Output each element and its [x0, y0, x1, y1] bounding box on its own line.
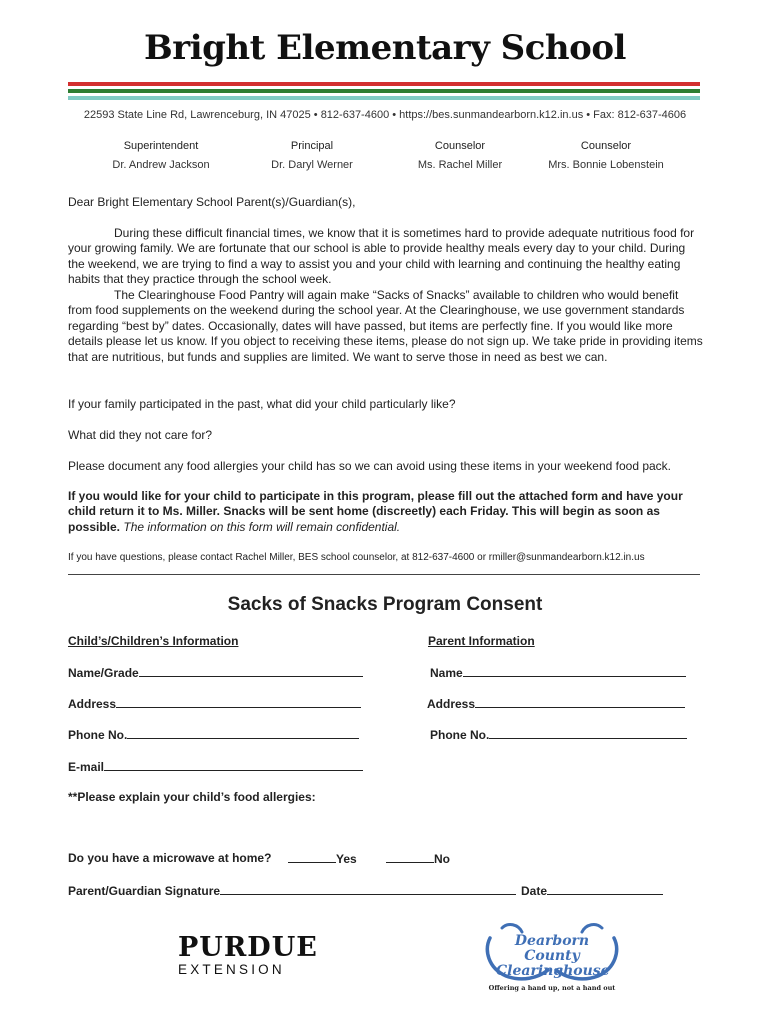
- clearinghouse-line-1: Dearborn County: [514, 933, 590, 964]
- allergies-explain-label: **Please explain your child’s food allergies:: [68, 790, 316, 804]
- allergies-note: Please document any food allergies your child has so we can avoid using these items in your weekend food pack.: [68, 459, 672, 473]
- field-label: Date: [521, 884, 548, 898]
- field-label: Phone No.: [430, 728, 490, 742]
- blank-line[interactable]: [386, 851, 434, 863]
- staff-superintendent: [86, 140, 236, 171]
- school-title: Bright Elementary School: [144, 28, 626, 68]
- signature-field[interactable]: [68, 883, 516, 898]
- parent-phone-field[interactable]: [430, 727, 687, 742]
- staff-name: Ms. Rachel Miller: [417, 159, 503, 171]
- instructions-bold: If you would like for your child to participate in this program, please fill out the attached form and have your child return it to Ms. Miller. Snacks will be sent home (discreetly) each Friday. This will begin as soon as possible.: [68, 489, 683, 534]
- letter-greeting: Dear Bright Elementary School Parent(s)/Guardian(s),: [68, 195, 356, 209]
- field-label: Name: [430, 666, 463, 680]
- date-field[interactable]: [521, 883, 663, 898]
- staff-counselor-lobenstein: [531, 140, 681, 171]
- blank-line[interactable]: [220, 883, 516, 895]
- microwave-yes-option[interactable]: [288, 851, 357, 866]
- blank-line[interactable]: [116, 696, 361, 708]
- child-name-grade-field[interactable]: [68, 665, 363, 680]
- microwave-no-option[interactable]: [386, 851, 450, 866]
- no-label: No: [434, 852, 450, 866]
- school-address-line: 22593 State Line Rd, Lawrenceburg, IN 47025 • 812-637-4600 • https://bes.sunmandearborn.k12.in.us • Fax: 812-637-4606: [83, 109, 687, 121]
- email-field[interactable]: [68, 759, 363, 774]
- blank-line[interactable]: [489, 727, 687, 739]
- blank-line[interactable]: [288, 851, 336, 863]
- blank-line[interactable]: [475, 696, 685, 708]
- staff-name: Mrs. Bonnie Lobenstein: [548, 159, 664, 171]
- question-past-likes: If your family participated in the past, what did your child particularly like?: [68, 397, 456, 411]
- staff-role: Superintendent: [123, 140, 199, 152]
- child-address-field[interactable]: [68, 696, 361, 711]
- microwave-question: [68, 851, 271, 865]
- staff-role: Principal: [290, 140, 334, 152]
- contact-line: If you have questions, please contact Rachel Miller, BES school counselor, at 812-637-4600 or rmiller@sunmandearborn.k12.in.us: [68, 552, 645, 563]
- header-stripe-teal: [68, 96, 700, 100]
- question-dislikes: What did they not care for?: [68, 428, 213, 442]
- parent-name-field[interactable]: [430, 665, 686, 680]
- clearinghouse-wordmark: [496, 934, 608, 979]
- microwave-label: Do you have a microwave at home?: [68, 851, 272, 865]
- field-label: E-mail: [68, 760, 105, 774]
- yes-label: Yes: [336, 852, 357, 866]
- purdue-extension-logo: [178, 934, 318, 977]
- cut-line-divider: [68, 574, 700, 575]
- purdue-wordmark: PURDUE: [178, 932, 318, 963]
- staff-role: Counselor: [580, 140, 632, 152]
- field-label: Address: [427, 697, 476, 711]
- header-stripe-green: [68, 89, 700, 93]
- parent-address-field[interactable]: [427, 696, 685, 711]
- staff-principal: [237, 140, 387, 171]
- blank-line[interactable]: [127, 727, 359, 739]
- blank-line[interactable]: [104, 759, 363, 771]
- consent-title: Sacks of Snacks Program Consent: [227, 594, 543, 615]
- confidential-note: The information on this form will remain confidential.: [123, 519, 401, 534]
- field-label: Parent/Guardian Signature: [68, 884, 221, 898]
- header-stripe-red: [68, 82, 700, 86]
- blank-line[interactable]: [547, 883, 663, 895]
- field-label: Phone No.: [68, 728, 128, 742]
- clearinghouse-line-2: Clearinghouse: [496, 963, 610, 979]
- staff-counselor-miller: [385, 140, 535, 171]
- parent-info-heading: Parent Information: [428, 634, 535, 648]
- dearborn-clearinghouse-logo: [482, 920, 622, 995]
- field-label: Address: [68, 697, 117, 711]
- blank-line[interactable]: [463, 665, 686, 677]
- letter-paragraph-1: During these difficult financial times, we know that it is sometimes hard to provide adequate nutritious food for your growing family. We are fortunate that our school is able to provide healthy meals every day to your child. During the weekend, we are trying to find a way to assist you and your child with learning and continuing the healthy eating habits that they practice through the school week.: [68, 226, 695, 287]
- child-phone-field[interactable]: [68, 727, 359, 742]
- staff-name: Dr. Daryl Werner: [271, 159, 353, 171]
- staff-role: Counselor: [434, 140, 486, 152]
- letter-paragraph-2: The Clearinghouse Food Pantry will again make “Sacks of Snacks” available to children who would benefit from food supplements on the weekend during the school year. At the Clearinghouse, we use government standards regarding “best by” dates. Occasionally, dates will have passed, but items are perfectly fine. If you would like more details please let us know. If you object to receiving these items, please do not sign up. We take pride in providing items that are nutritious, but funds and supplies are limited. We want to serve those in need as best we can.: [68, 288, 703, 364]
- child-info-heading: Child’s/Children’s Information: [68, 634, 239, 648]
- field-label: Name/Grade: [68, 666, 139, 680]
- clearinghouse-tagline: Offering a hand up, not a hand out: [488, 984, 616, 992]
- staff-name: Dr. Andrew Jackson: [112, 159, 210, 171]
- blank-line[interactable]: [139, 665, 363, 677]
- extension-wordmark: EXTENSION: [178, 962, 285, 977]
- participation-instructions: [68, 489, 704, 535]
